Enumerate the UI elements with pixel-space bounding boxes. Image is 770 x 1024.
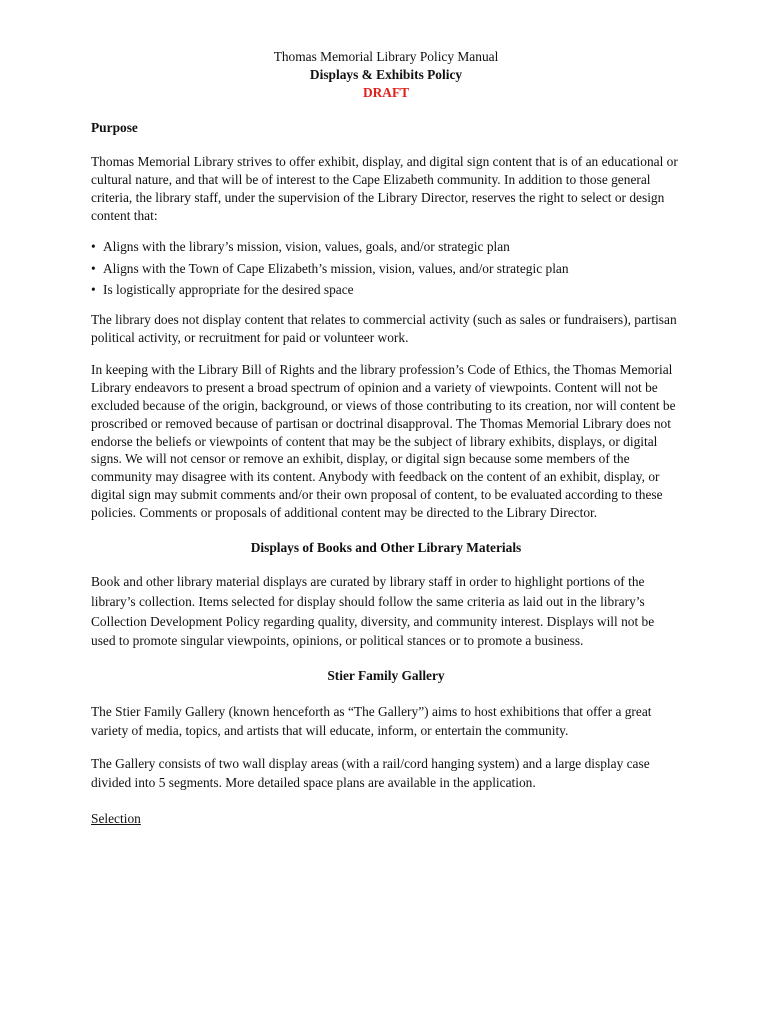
displays-paragraph: Book and other library material displays are curated by library staff in order to highlight portions of the library’s collection. Items selected for display should follow the same criteria as laid out in the library’s Collection Development Policy regarding quality, diversity, and community interest. Displays will not be used to promote singular viewpoints, opinions, or political stances or to promote a business.	[91, 574, 655, 649]
bill-of-rights-paragraph: In keeping with the Library Bill of Rights and the library profession’s Code of Ethics, the Thomas Memorial Library endeavors to present a broad spectrum of opinion and a variety of viewpoints. Content will not be excluded because of the origin, background, or views of those contributing to its creation, nor will content be proscribed or removed because of partisan or doctrinal disapproval. The Thomas Memorial Library does not endorse the beliefs or viewpoints of content that may be the subject of library exhibits, displays, or digital signs. We will not censor or remove an exhibit, display, or digital sign because some members of the community may disagree with its content. Anybody with feedback on the content of an exhibit, display, or digital sign may submit comments and/or their own proposal of content, to be evaluated according to these policies. Comments or proposals of additional content may be directed to the Library Director.	[91, 362, 676, 520]
list-item	[91, 281, 681, 299]
selection-heading: Selection	[91, 810, 141, 826]
bullet-glyph: •	[91, 281, 96, 297]
criteria-list	[91, 238, 681, 298]
gallery-spaces-paragraph: The Gallery consists of two wall display areas (with a rail/cord hanging system) and a large display case divided into 5 segments. More detailed space plans are available in the application.	[91, 755, 650, 790]
list-item-text: Aligns with the Town of Cape Elizabeth’s mission, vision, values, and/or strategic plan	[103, 260, 569, 276]
gallery-heading: Stier Family Gallery	[327, 667, 445, 683]
bullet-glyph: •	[91, 260, 96, 276]
bullet-glyph: •	[91, 239, 96, 255]
purpose-heading: Purpose	[91, 120, 138, 136]
gallery-intro-paragraph: The Stier Family Gallery (known henceforth as “The Gallery”) aims to host exhibitions that offer a great variety of media, topics, and artists that will educate, inform, or entertain the community.	[91, 703, 652, 738]
list-item-text: Is logistically appropriate for the desired space	[103, 281, 354, 297]
list-item-text: Aligns with the library’s mission, vision, values, goals, and/or strategic plan	[103, 239, 510, 255]
document-body	[91, 48, 681, 827]
manual-title: Thomas Memorial Library Policy Manual	[273, 49, 499, 64]
purpose-intro-paragraph: Thomas Memorial Library strives to offer exhibit, display, and digital sign content that is of an educational or cultural nature, and that will be of interest to the Cape Elizabeth community. In addition to those general criteria, the library staff, under the supervision of the Library Director, reserves the right to select or design content that:	[91, 154, 678, 223]
policy-title: Displays & Exhibits Policy	[309, 66, 463, 82]
draft-status: DRAFT	[362, 84, 410, 100]
commercial-paragraph: The library does not display content that relates to commercial activity (such as sales or fundraisers), partisan political activity, or recruitment for paid or volunteer work.	[91, 311, 677, 345]
displays-heading: Displays of Books and Other Library Materials	[250, 539, 522, 555]
list-item	[91, 238, 681, 256]
list-item	[91, 260, 681, 278]
